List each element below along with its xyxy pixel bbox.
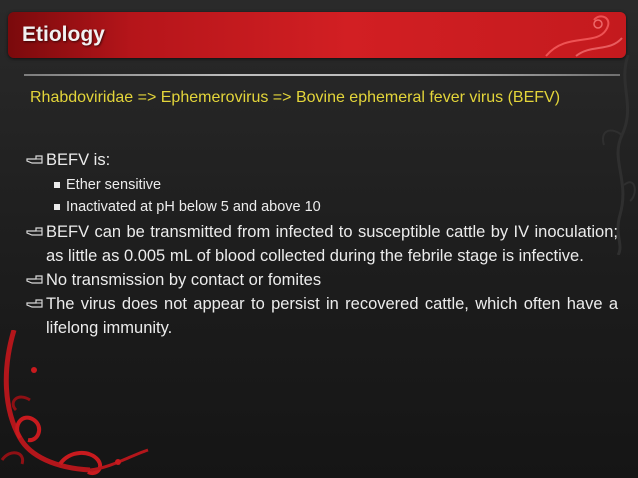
pointing-hand-icon [26,225,44,239]
bullet-text: BEFV can be transmitted from infected to susceptible cattle by IV inoculation; as little as 0.005 mL of blood collected during the febrile stage is infective. [46,223,618,265]
square-bullet-icon [54,204,60,210]
bullet-text: BEFV is: [46,151,111,169]
sub-bullet-item [26,196,618,218]
sub-bullet-text: Ether sensitive [66,177,162,193]
taxonomy-subtitle: Rhabdoviridae => Ephemerovirus => Bovine ephemeral fever virus (BEFV) [30,89,561,106]
sub-bullet-item [26,174,618,196]
pointing-hand-icon [26,153,44,167]
bullet-text: The virus does not appear to persist in recovered cattle, which often have a lifelong immunity. [46,295,618,337]
title-divider [24,74,620,76]
square-bullet-icon [54,182,60,188]
title-bar [8,12,626,58]
bullet-item [26,292,618,340]
bullet-item [26,220,618,268]
swirl-ornament-icon [0,330,150,478]
bullet-item [26,148,618,172]
bullet-list [26,148,618,340]
sub-bullet-text: Inactivated at pH below 5 and above 10 [66,199,321,215]
pointing-hand-icon [26,297,44,311]
slide-title: Etiology [22,23,105,46]
pointing-hand-icon [26,273,44,287]
bullet-item [26,268,618,292]
title-swirl-icon [536,12,626,58]
bullet-text: No transmission by contact or fomites [46,271,322,289]
